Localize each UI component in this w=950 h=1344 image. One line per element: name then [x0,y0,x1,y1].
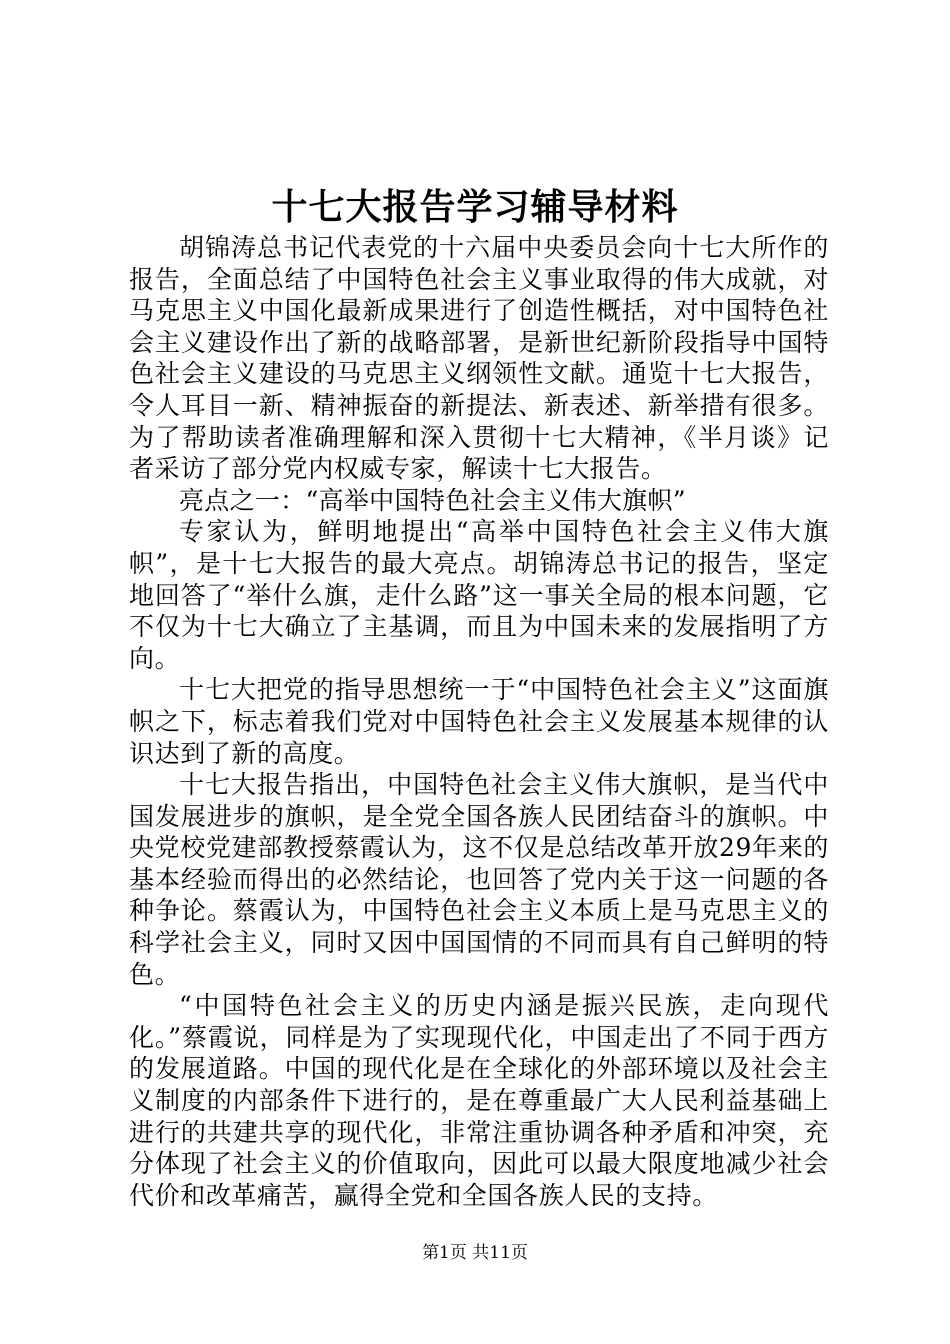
page-number-footer: 第1页 共11页 [422,1243,528,1263]
paragraph-expert-view: 专家认为，鲜明地提出“高举中国特色社会主义伟大旗帜”，是十七大报告的最大亮点。胡锦涛总书记的报告，坚定地回答了“举什么旗，走什么路”这一事关全局的根本问题，它不仅为十七大确立了主基调，而且为中国未来的发展指明了方向。 [129,517,829,673]
section-heading-highlight-one: 亮点之一：“高举中国特色社会主义伟大旗帜” [179,485,686,515]
document-body [129,232,829,1211]
document-title: 十七大报告学习辅导材料 [271,186,679,228]
paragraph-guiding-ideology: 十七大把党的指导思想统一于“中国特色社会主义”这面旗帜之下，标志着我们党对中国特色社会主义发展基本规律的认识达到了新的高度。 [129,675,829,768]
paragraph-intro: 胡锦涛总书记代表党的十六届中央委员会向十七大所作的报告，全面总结了中国特色社会主义事业取得的伟大成就，对马克思主义中国化最新成果进行了创造性概括，对中国特色社会主义建设作出了新的战略部署，是新世纪新阶段指导中国特色社会主义建设的马克思主义纲领性文献。通览十七大报告，令人耳目一新、精神振奋的新提法、新表述、新举措有很多。为了帮助读者准确理解和深入贯彻十七大精神，《半月谈》记者采访了部分党内权威专家，解读十七大报告。 [129,233,829,484]
paragraph-historical-meaning: “中国特色社会主义的历史内涵是振兴民族，走向现代化。”蔡霞说，同样是为了实现现代化，中国走出了不同于西方的发展道路。中国的现代化是在全球化的外部环境以及社会主义制度的内部条件下进行的，是在尊重最广大人民利益基础上进行的共建共享的现代化，非常注重协调各种矛盾和冲突，充分体现了社会主义的价值取向，因此可以最大限度地减少社会代价和改革痛苦，赢得全党和全国各族人民的支持。 [129,991,829,1210]
paragraph-report-points: 十七大报告指出，中国特色社会主义伟大旗帜，是当代中国发展进步的旗帜，是全党全国各族人民团结奋斗的旗帜。中央党校党建部教授蔡霞认为，这不仅是总结改革开放29年来的基本经验而得出的必然结论，也回答了党内关于这一问题的各种争论。蔡霞认为，中国特色社会主义本质上是马克思主义的科学社会主义，同时又因中国国情的不同而具有自己鲜明的特色。 [129,770,829,989]
